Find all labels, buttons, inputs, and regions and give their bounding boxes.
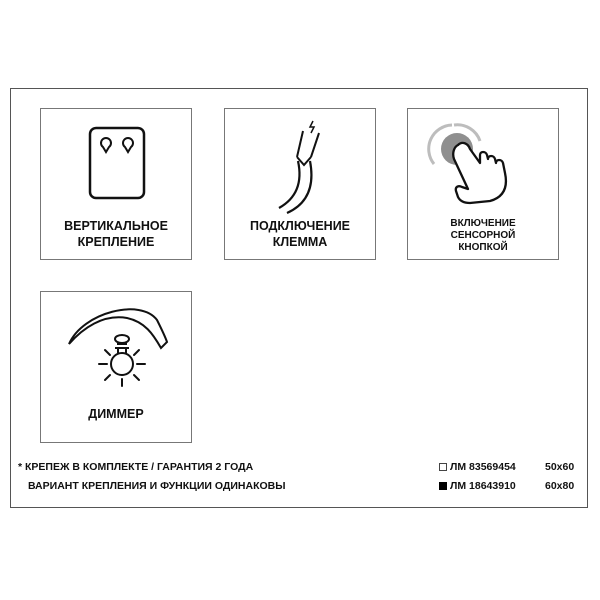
variant-size: 60x80 (545, 480, 575, 492)
checked-box-icon[interactable] (439, 482, 447, 490)
feature-label-touch-switch: ВКЛЮЧЕНИЕ СЕНСОРНОЙ КНОПКОЙ (450, 218, 516, 253)
footnote-same-functions: ВАРИАНТ КРЕПЛЕНИЯ И ФУНКЦИИ ОДИНАКОВЫ (28, 480, 286, 492)
variant-code: ЛМ 83569454 (450, 461, 516, 473)
variant-size: 50x60 (545, 461, 575, 473)
variant-option-2[interactable] (439, 480, 575, 492)
variant-option-1[interactable] (439, 461, 575, 473)
dimmer-bulb-icon (41, 292, 193, 397)
footnote-mounting-warranty: * КРЕПЕЖ В КОМПЛЕКТЕ / ГАРАНТИЯ 2 ГОДА (18, 461, 254, 473)
touch-hand-icon (408, 109, 560, 214)
feature-label-dimmer: ДИММЕР (88, 407, 144, 421)
mounting-plate-icon (41, 109, 193, 214)
feature-card-vertical-mount (40, 108, 192, 260)
wire-terminal-icon (225, 109, 377, 214)
feature-card-dimmer (40, 291, 192, 443)
feature-label-terminal-connection: ПОДКЛЮЧЕНИЕ КЛЕММА (249, 219, 351, 249)
variant-code: ЛМ 18643910 (450, 480, 516, 492)
unchecked-box-icon[interactable] (439, 463, 447, 471)
feature-card-terminal-connection (224, 108, 376, 260)
feature-label-vertical-mount: ВЕРТИКАЛЬНОЕ КРЕПЛЕНИЕ (64, 219, 168, 249)
feature-card-touch-switch (407, 108, 559, 260)
